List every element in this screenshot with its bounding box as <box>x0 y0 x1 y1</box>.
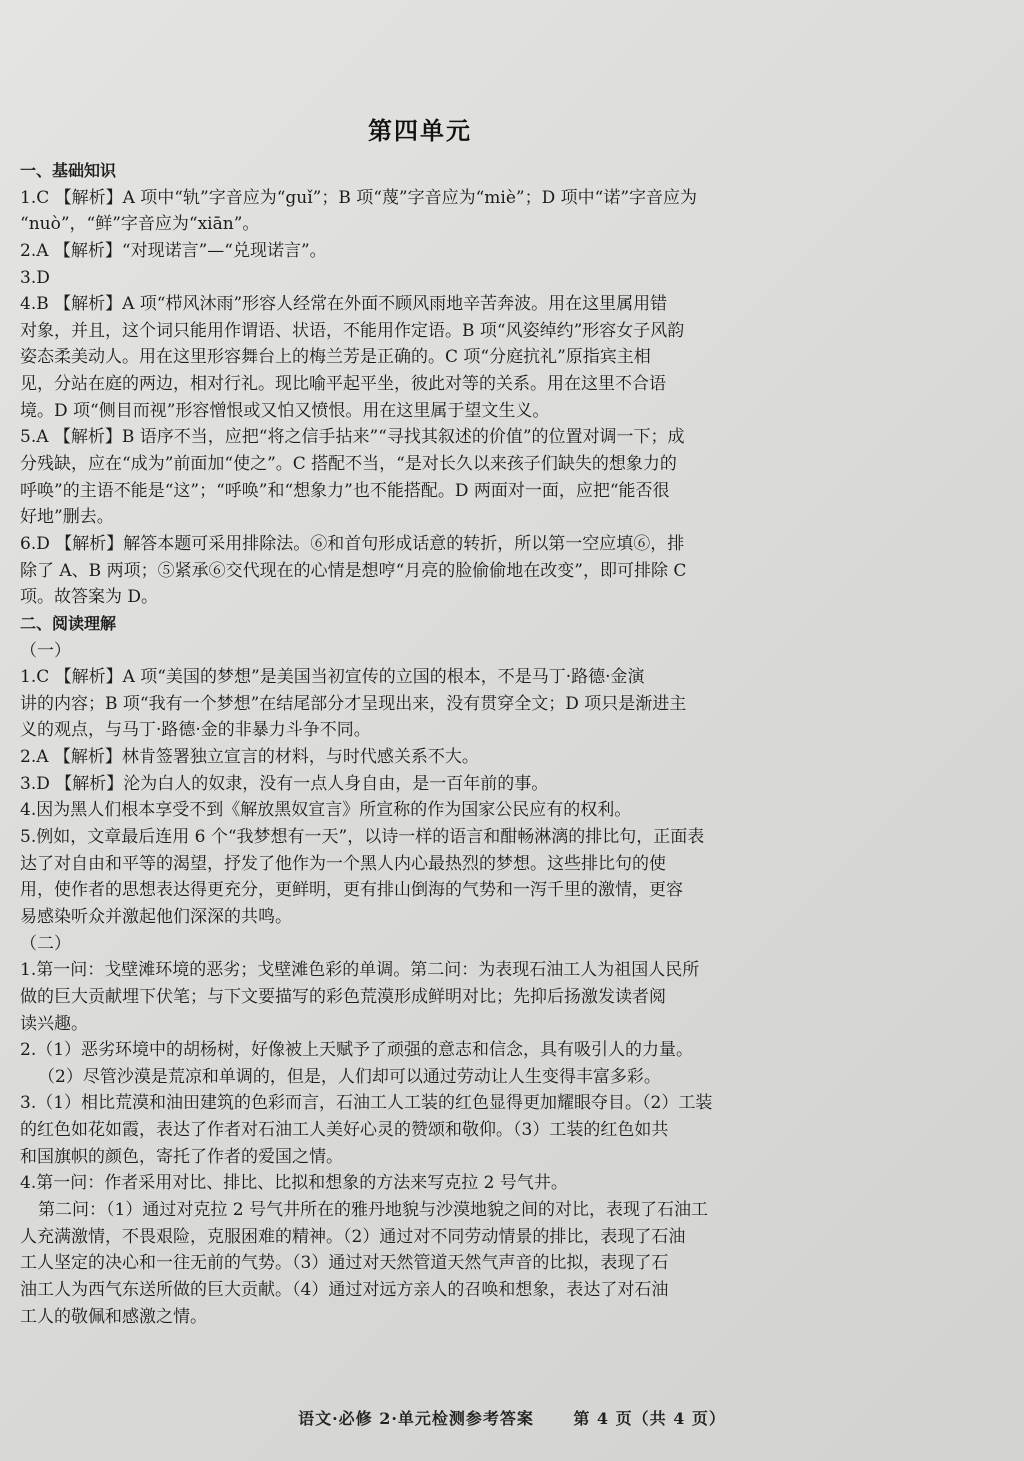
answer-line: 1.C 【解析】A 项中“轨”字音应为“guǐ”；B 项“蔑”字音应为“miè”；D 项中“诺”字音应为 <box>20 187 698 208</box>
unit-title: 第四单元 <box>368 117 472 145</box>
section-heading-basic: 一、基础知识 <box>20 161 117 180</box>
answer-line: （2）尽管沙漠是荒凉和单调的，但是，人们却可以通过劳动让人生变得丰富多彩。 <box>38 1066 661 1087</box>
subsection-label: （二） <box>20 933 71 954</box>
footer-subject: 语文·必修 2·单元检测参考答案 <box>298 1409 534 1428</box>
answer-content <box>20 158 820 1330</box>
answer-line: 1.C 【解析】A 项“美国的梦想”是美国当初宣传的立国的根本，不是马丁·路德·金演 <box>20 667 645 688</box>
answer-line: 做的巨大贡献埋下伏笔；与下文要描写的彩色荒漠形成鲜明对比；先抑后扬激发读者阅 <box>20 986 666 1007</box>
answer-line: 第二问：（1）通过对克拉 2 号气井所在的雅丹地貌与沙漠地貌之间的对比，表现了石油工 <box>38 1199 708 1220</box>
answer-line: 除了 A、B 两项；⑤紧承⑥交代现在的心情是想哼“月亮的脸偷偷地在改变”，即可排除 C <box>20 560 687 581</box>
answer-line: 易感染听众并激起他们深深的共鸣。 <box>20 906 292 927</box>
footer-page-number: 第 4 页（共 4 页） <box>573 1409 726 1428</box>
answer-line: 人充满激情，不畏艰险，克服困难的精神。（2）通过对不同劳动情景的排比，表现了石油 <box>20 1226 686 1247</box>
answer-line: 分残缺，应在“成为”前面加“使之”。C 搭配不当，“是对长久以来孩子们缺失的想象力的 <box>20 454 677 475</box>
answer-line: 读兴趣。 <box>20 1013 88 1034</box>
answer-line: 义的观点，与马丁·路德·金的非暴力斗争不同。 <box>20 720 371 741</box>
answer-line: 3.D 【解析】沦为白人的奴隶，没有一点人身自由，是一百年前的事。 <box>20 773 549 794</box>
answer-line: 和国旗帜的颜色，寄托了作者的爱国之情。 <box>20 1146 343 1167</box>
answer-line: 的红色如花如霞，表达了作者对石油工人美好心灵的赞颂和敬仰。（3）工装的红色如共 <box>20 1120 669 1141</box>
answer-line: 讲的内容；B 项“我有一个梦想”在结尾部分才呈现出来，没有贯穿全文；D 项只是渐进主 <box>20 693 687 714</box>
answer-line: 6.D 【解析】解答本题可采用排除法。⑥和首句形成话意的转折，所以第一空应填⑥，排 <box>20 533 685 554</box>
answer-line: 呼唤”的主语不能是“这”；“呼唤”和“想象力”也不能搭配。D 两面对一面，应把“能否很 <box>20 480 670 501</box>
answer-line: 3.D <box>20 267 50 288</box>
answer-line: “nuò”，“鲜”字音应为“xiān”。 <box>20 214 260 235</box>
answer-line: 达了对自由和平等的渴望，抒发了他作为一个黑人内心最热烈的梦想。这些排比句的使 <box>20 853 666 874</box>
answer-line: 5.例如，文章最后连用 6 个“我梦想有一天”，以诗一样的语言和酣畅淋漓的排比句，正面表 <box>20 827 705 848</box>
answer-line: 工人坚定的决心和一往无前的气势。（3）通过对天然管道天然气声音的比拟，表现了石 <box>20 1253 669 1274</box>
answer-line: 用，使作者的思想表达得更充分，更鲜明，更有排山倒海的气势和一泻千里的激情，更容 <box>20 880 683 901</box>
answer-line: 5.A 【解析】B 语序不当，应把“将之信手拈来”“寻找其叙述的价值”的位置对调一下；成 <box>20 427 685 448</box>
answer-line: 4.B 【解析】A 项“栉风沐雨”形容人经常在外面不顾风雨地辛苦奔波。用在这里属用错 <box>20 294 668 315</box>
answer-line: 境。D 项“侧目而视”形容憎恨或又怕又愤恨。用在这里属于望文生义。 <box>20 400 550 421</box>
answer-line: 2.（1）恶劣环境中的胡杨树，好像被上天赋予了顽强的意志和信念，具有吸引人的力量。 <box>20 1040 694 1061</box>
answer-line: 姿态柔美动人。用在这里形容舞台上的梅兰芳是正确的。C 项“分庭抗礼”原指宾主相 <box>20 347 651 368</box>
answer-line: 好地”删去。 <box>20 507 114 528</box>
answer-line: 2.A 【解析】“对现诺言”—“兑现诺言”。 <box>20 240 327 261</box>
answer-line: 见，分站在庭的两边，相对行礼。现比喻平起平坐，彼此对等的关系。用在这里不合语 <box>20 374 666 395</box>
answer-line: 项。故答案为 D。 <box>20 587 159 608</box>
answer-line: 工人的敬佩和感激之情。 <box>20 1306 207 1327</box>
answer-line: 2.A 【解析】林肯签署独立宣言的材料，与时代感关系不大。 <box>20 747 479 768</box>
subsection-label: （一） <box>20 640 71 661</box>
answer-line: 4.因为黑人们根本享受不到《解放黑奴宣言》所宣称的作为国家公民应有的权利。 <box>20 800 632 821</box>
answer-line: 3.（1）相比荒漠和油田建筑的色彩而言，石油工人工装的红色显得更加耀眼夺目。（2）工装 <box>20 1093 713 1114</box>
section-heading-reading: 二、阅读理解 <box>20 613 117 633</box>
answer-line: 油工人为西气东送所做的巨大贡献。（4）通过对远方亲人的召唤和想象，表达了对石油 <box>20 1279 669 1300</box>
page-footer <box>0 1406 1024 1429</box>
answer-line: 4.第一问：作者采用对比、排比、比拟和想象的方法来写克拉 2 号气井。 <box>20 1173 568 1194</box>
answer-line: 1.第一问：戈壁滩环境的恶劣；戈壁滩色彩的单调。第二问：为表现石油工人为祖国人民所 <box>20 960 700 981</box>
answer-line: 对象，并且，这个词只能用作谓语、状语，不能用作定语。B 项“风姿绰约”形容女子风韵 <box>20 320 685 341</box>
